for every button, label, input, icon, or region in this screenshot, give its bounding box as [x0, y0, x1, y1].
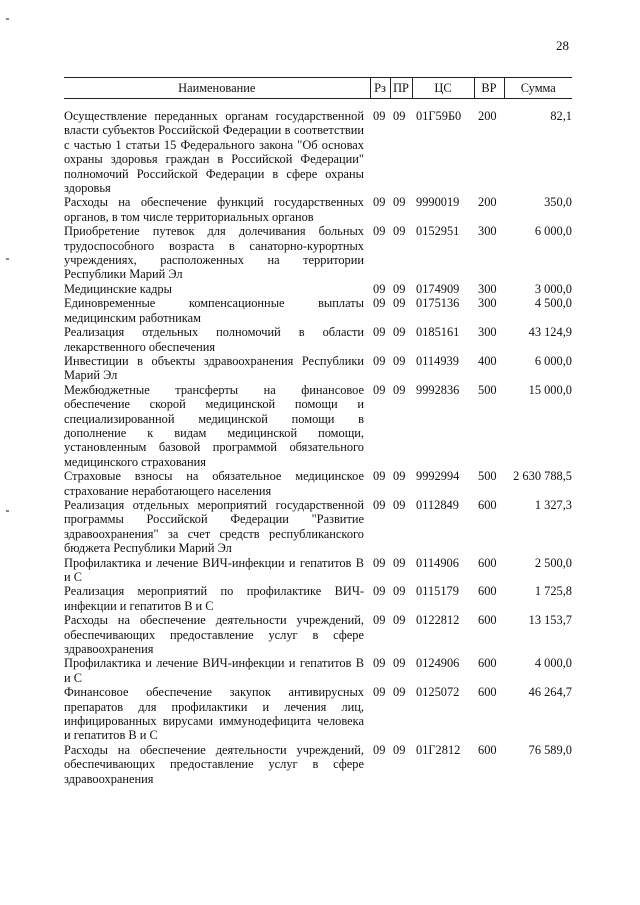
item-sum: 4 000,0	[534, 656, 572, 671]
item-pr: 09	[393, 656, 406, 671]
item-name: Единовременные компенсационные выплаты медицинским работникам	[64, 296, 364, 325]
item-pr: 09	[393, 325, 406, 340]
table-row	[64, 325, 572, 354]
item-cs: 01Г2812	[416, 742, 461, 757]
column-header-pr: ПР	[390, 78, 412, 99]
item-pr: 09	[393, 469, 406, 484]
item-name: Расходы на обеспечение функций государственных органов, в том числе территориальных органов	[64, 195, 364, 224]
column-header-cs: ЦС	[412, 78, 474, 99]
table-row	[64, 99, 572, 196]
item-vr: 300	[478, 296, 497, 311]
item-pr: 09	[393, 742, 406, 757]
item-sum: 2 500,0	[534, 555, 572, 570]
item-sum: 2 630 788,5	[513, 469, 572, 484]
item-vr: 500	[478, 469, 497, 484]
item-sum: 76 589,0	[528, 742, 572, 757]
item-rz: 09	[373, 685, 386, 700]
item-rz: 09	[373, 584, 386, 599]
item-vr: 600	[478, 685, 497, 700]
item-cs: 0114939	[416, 353, 459, 368]
item-pr: 09	[393, 195, 406, 210]
item-name: Межбюджетные трансферты на финансовое обеспечение скорой медицинской помощи и специализированной медицинской помощи в дополнение к видам медицинской помощи, установленным базовой программой обязательного медицинского страхования	[64, 382, 364, 469]
item-rz: 09	[373, 325, 386, 340]
item-rz: 09	[373, 742, 386, 757]
item-cs: 0124906	[416, 656, 460, 671]
item-pr: 09	[393, 296, 406, 311]
item-cs: 9992994	[416, 469, 460, 484]
item-rz: 09	[373, 555, 386, 570]
page-number: 28	[556, 38, 569, 53]
table-row	[64, 498, 572, 556]
table-row	[64, 685, 572, 743]
item-cs: 0174909	[416, 281, 460, 296]
item-cs: 01Г59Б0	[416, 109, 462, 123]
item-vr: 200	[478, 109, 497, 123]
item-cs: 0185161	[416, 325, 460, 340]
column-header-vr: ВР	[474, 78, 504, 99]
table-row	[64, 656, 572, 685]
item-name: Реализация мероприятий по профилактике ВИЧ-инфекции и гепатитов В и С	[64, 584, 364, 613]
item-rz: 09	[373, 281, 386, 296]
item-vr: 600	[478, 584, 497, 599]
item-name: Осуществление переданных органам государственной власти субъектов Российской Федерации в соответствии с частью 1 статьи 15 Федерального закона "Об основах охраны здоровья граждан в Российской Федерации" полномочий Российской Федерации в сфере охраны здоровья	[64, 109, 364, 196]
item-pr: 09	[393, 584, 406, 599]
table-row	[64, 282, 572, 296]
item-cs: 0114906	[416, 555, 459, 570]
item-name: Реализация отдельных мероприятий государственной программы Российской Федерации "Развитие здравоохранения" за счет средств республиканского бюджета Республики Марий Эл	[64, 497, 364, 556]
item-name: Финансовое обеспечение закупок антивирусных препаратов для профилактики и лечения лиц, инфицированных вирусами иммунодефицита человека и гепатитов В и С	[64, 685, 364, 743]
item-rz: 09	[373, 195, 386, 210]
item-rz: 09	[373, 656, 386, 671]
item-cs: 0152951	[416, 224, 460, 239]
item-rz: 09	[373, 382, 386, 397]
item-pr: 09	[393, 613, 406, 628]
column-header-sum: Сумма	[504, 78, 572, 99]
item-vr: 600	[478, 497, 497, 512]
scan-mark	[6, 510, 9, 512]
item-vr: 500	[478, 382, 497, 397]
item-rz: 09	[373, 613, 386, 628]
item-name: Медицинские кадры	[64, 281, 172, 296]
scan-mark	[6, 18, 9, 20]
item-sum: 13 153,7	[528, 613, 572, 628]
item-vr: 600	[478, 656, 497, 671]
scan-mark	[6, 258, 9, 260]
item-name: Страховые взносы на обязательное медицинское страхование неработающего населения	[64, 469, 364, 498]
item-name: Инвестиции в объекты здравоохранения Республики Марий Эл	[64, 353, 364, 383]
table-row	[64, 743, 572, 786]
item-cs: 9992836	[416, 382, 460, 397]
item-name: Приобретение путевок для долечивания больных трудоспособного возраста в санаторно-курортных учреждениях, расположенных на территории Республики Марий Эл	[64, 224, 364, 282]
item-vr: 600	[478, 555, 497, 570]
item-sum: 46 264,7	[528, 685, 572, 700]
item-pr: 09	[393, 109, 406, 123]
item-vr: 300	[478, 281, 497, 296]
table-row	[64, 613, 572, 656]
table-header-row	[64, 78, 572, 99]
column-header-rz: Рз	[370, 78, 390, 99]
item-pr: 09	[393, 685, 406, 700]
item-sum: 82,1	[550, 109, 572, 123]
item-rz: 09	[373, 109, 386, 123]
item-cs: 0115179	[416, 584, 459, 599]
item-sum: 4 500,0	[534, 296, 572, 311]
item-vr: 600	[478, 742, 497, 757]
table-row	[64, 584, 572, 613]
item-pr: 09	[393, 555, 406, 570]
budget-table	[64, 77, 572, 786]
item-sum: 6 000,0	[534, 224, 572, 239]
table-row	[64, 556, 572, 585]
item-cs: 9990019	[416, 195, 460, 210]
item-name: Профилактика и лечение ВИЧ-инфекции и гепатитов В и С	[64, 656, 364, 685]
item-name: Расходы на обеспечение деятельности учреждений, обеспечивающих предоставление услуг в сфере здравоохранения	[64, 742, 364, 786]
item-cs: 0122812	[416, 613, 460, 628]
item-vr: 300	[478, 325, 497, 340]
item-vr: 300	[478, 224, 497, 239]
item-sum: 6 000,0	[534, 353, 572, 368]
item-name: Реализация отдельных полномочий в области лекарственного обеспечения	[64, 325, 364, 354]
table-row	[64, 296, 572, 325]
item-rz: 09	[373, 497, 386, 512]
item-vr: 400	[478, 353, 497, 368]
item-cs: 0125072	[416, 685, 460, 700]
item-sum: 3 000,0	[534, 281, 572, 296]
table-body	[64, 99, 572, 787]
item-pr: 09	[393, 382, 406, 397]
item-sum: 1 725,8	[534, 584, 572, 599]
item-sum: 1 327,3	[534, 497, 572, 512]
table-row	[64, 383, 572, 469]
item-pr: 09	[393, 281, 406, 296]
item-pr: 09	[393, 497, 406, 512]
item-sum: 15 000,0	[528, 382, 572, 397]
item-name: Профилактика и лечение ВИЧ-инфекции и гепатитов В и С	[64, 555, 364, 584]
item-rz: 09	[373, 296, 386, 311]
item-pr: 09	[393, 224, 406, 239]
item-sum: 350,0	[544, 195, 572, 210]
table-row	[64, 195, 572, 224]
item-vr: 600	[478, 613, 497, 628]
column-header-name: Наименование	[64, 78, 370, 99]
item-cs: 0175136	[416, 296, 460, 311]
item-sum: 43 124,9	[528, 325, 572, 340]
item-rz: 09	[373, 353, 386, 368]
table-row	[64, 224, 572, 282]
table-row	[64, 469, 572, 498]
item-rz: 09	[373, 224, 386, 239]
item-vr: 200	[478, 195, 497, 210]
item-rz: 09	[373, 469, 386, 484]
item-pr: 09	[393, 353, 406, 368]
item-name: Расходы на обеспечение деятельности учреждений, обеспечивающих предоставление услуг в сфере здравоохранения	[64, 613, 364, 657]
item-cs: 0112849	[416, 497, 459, 512]
table-row	[64, 354, 572, 383]
